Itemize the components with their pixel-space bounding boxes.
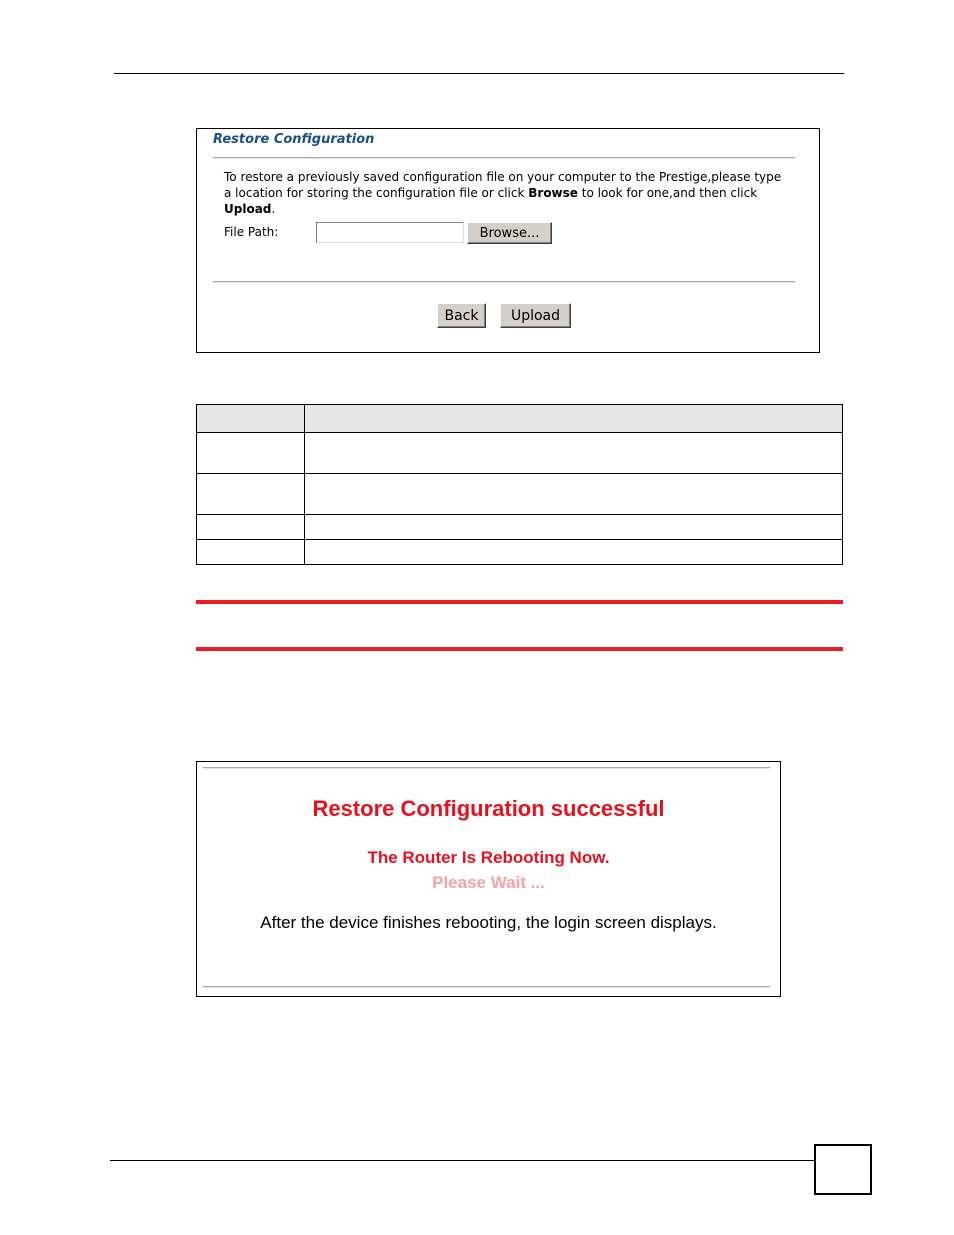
table-cell: [305, 540, 843, 565]
table-cell: [197, 433, 305, 474]
header-rule: [114, 73, 844, 74]
panel-title: Restore Configuration: [213, 132, 375, 147]
field-description-table: [196, 404, 843, 565]
table-row: [197, 474, 843, 515]
bottom-divider: [203, 986, 770, 988]
table-header-cell: [305, 405, 843, 433]
table-cell: [197, 540, 305, 565]
restore-description: [224, 169, 784, 217]
table-cell: [305, 474, 843, 515]
footer-rule: [110, 1160, 816, 1161]
back-button[interactable]: Back: [437, 303, 486, 328]
table-cell: [197, 474, 305, 515]
page-number-box: [814, 1144, 872, 1195]
table-row: [197, 540, 843, 565]
note-bottom-rule: [196, 647, 843, 651]
rebooting-message: The Router Is Rebooting Now.: [367, 848, 610, 867]
buttons-divider: [213, 281, 795, 283]
login-screen-note: After the device finishes rebooting, the login screen displays.: [260, 913, 717, 932]
restore-successful-panel: [196, 761, 781, 997]
description-text-1: To restore a previously saved configuration file on your computer to the Prestige,please type a location for storing the configuration file or click: [224, 170, 782, 200]
success-title: Restore Configuration successful: [312, 796, 665, 821]
upload-button[interactable]: Upload: [500, 303, 571, 328]
description-text-3: .: [271, 202, 276, 216]
file-path-input[interactable]: [316, 222, 464, 243]
table-cell: [305, 515, 843, 540]
file-path-label: File Path:: [224, 225, 279, 239]
description-text-2: to look for one,and then click: [577, 186, 758, 200]
title-divider: [213, 157, 795, 159]
table-cell: [197, 515, 305, 540]
description-browse-keyword: Browse: [528, 186, 578, 200]
table-row: [197, 433, 843, 474]
description-upload-keyword: Upload: [224, 202, 272, 216]
table-header-cell: [197, 405, 305, 433]
note-top-rule: [196, 600, 843, 604]
table-cell: [305, 433, 843, 474]
table-row: [197, 515, 843, 540]
please-wait-message: Please Wait ...: [432, 873, 545, 892]
browse-button[interactable]: Browse...: [467, 222, 552, 244]
table-header-row: [197, 405, 843, 433]
top-divider: [203, 767, 770, 769]
restore-configuration-panel: [196, 128, 820, 353]
